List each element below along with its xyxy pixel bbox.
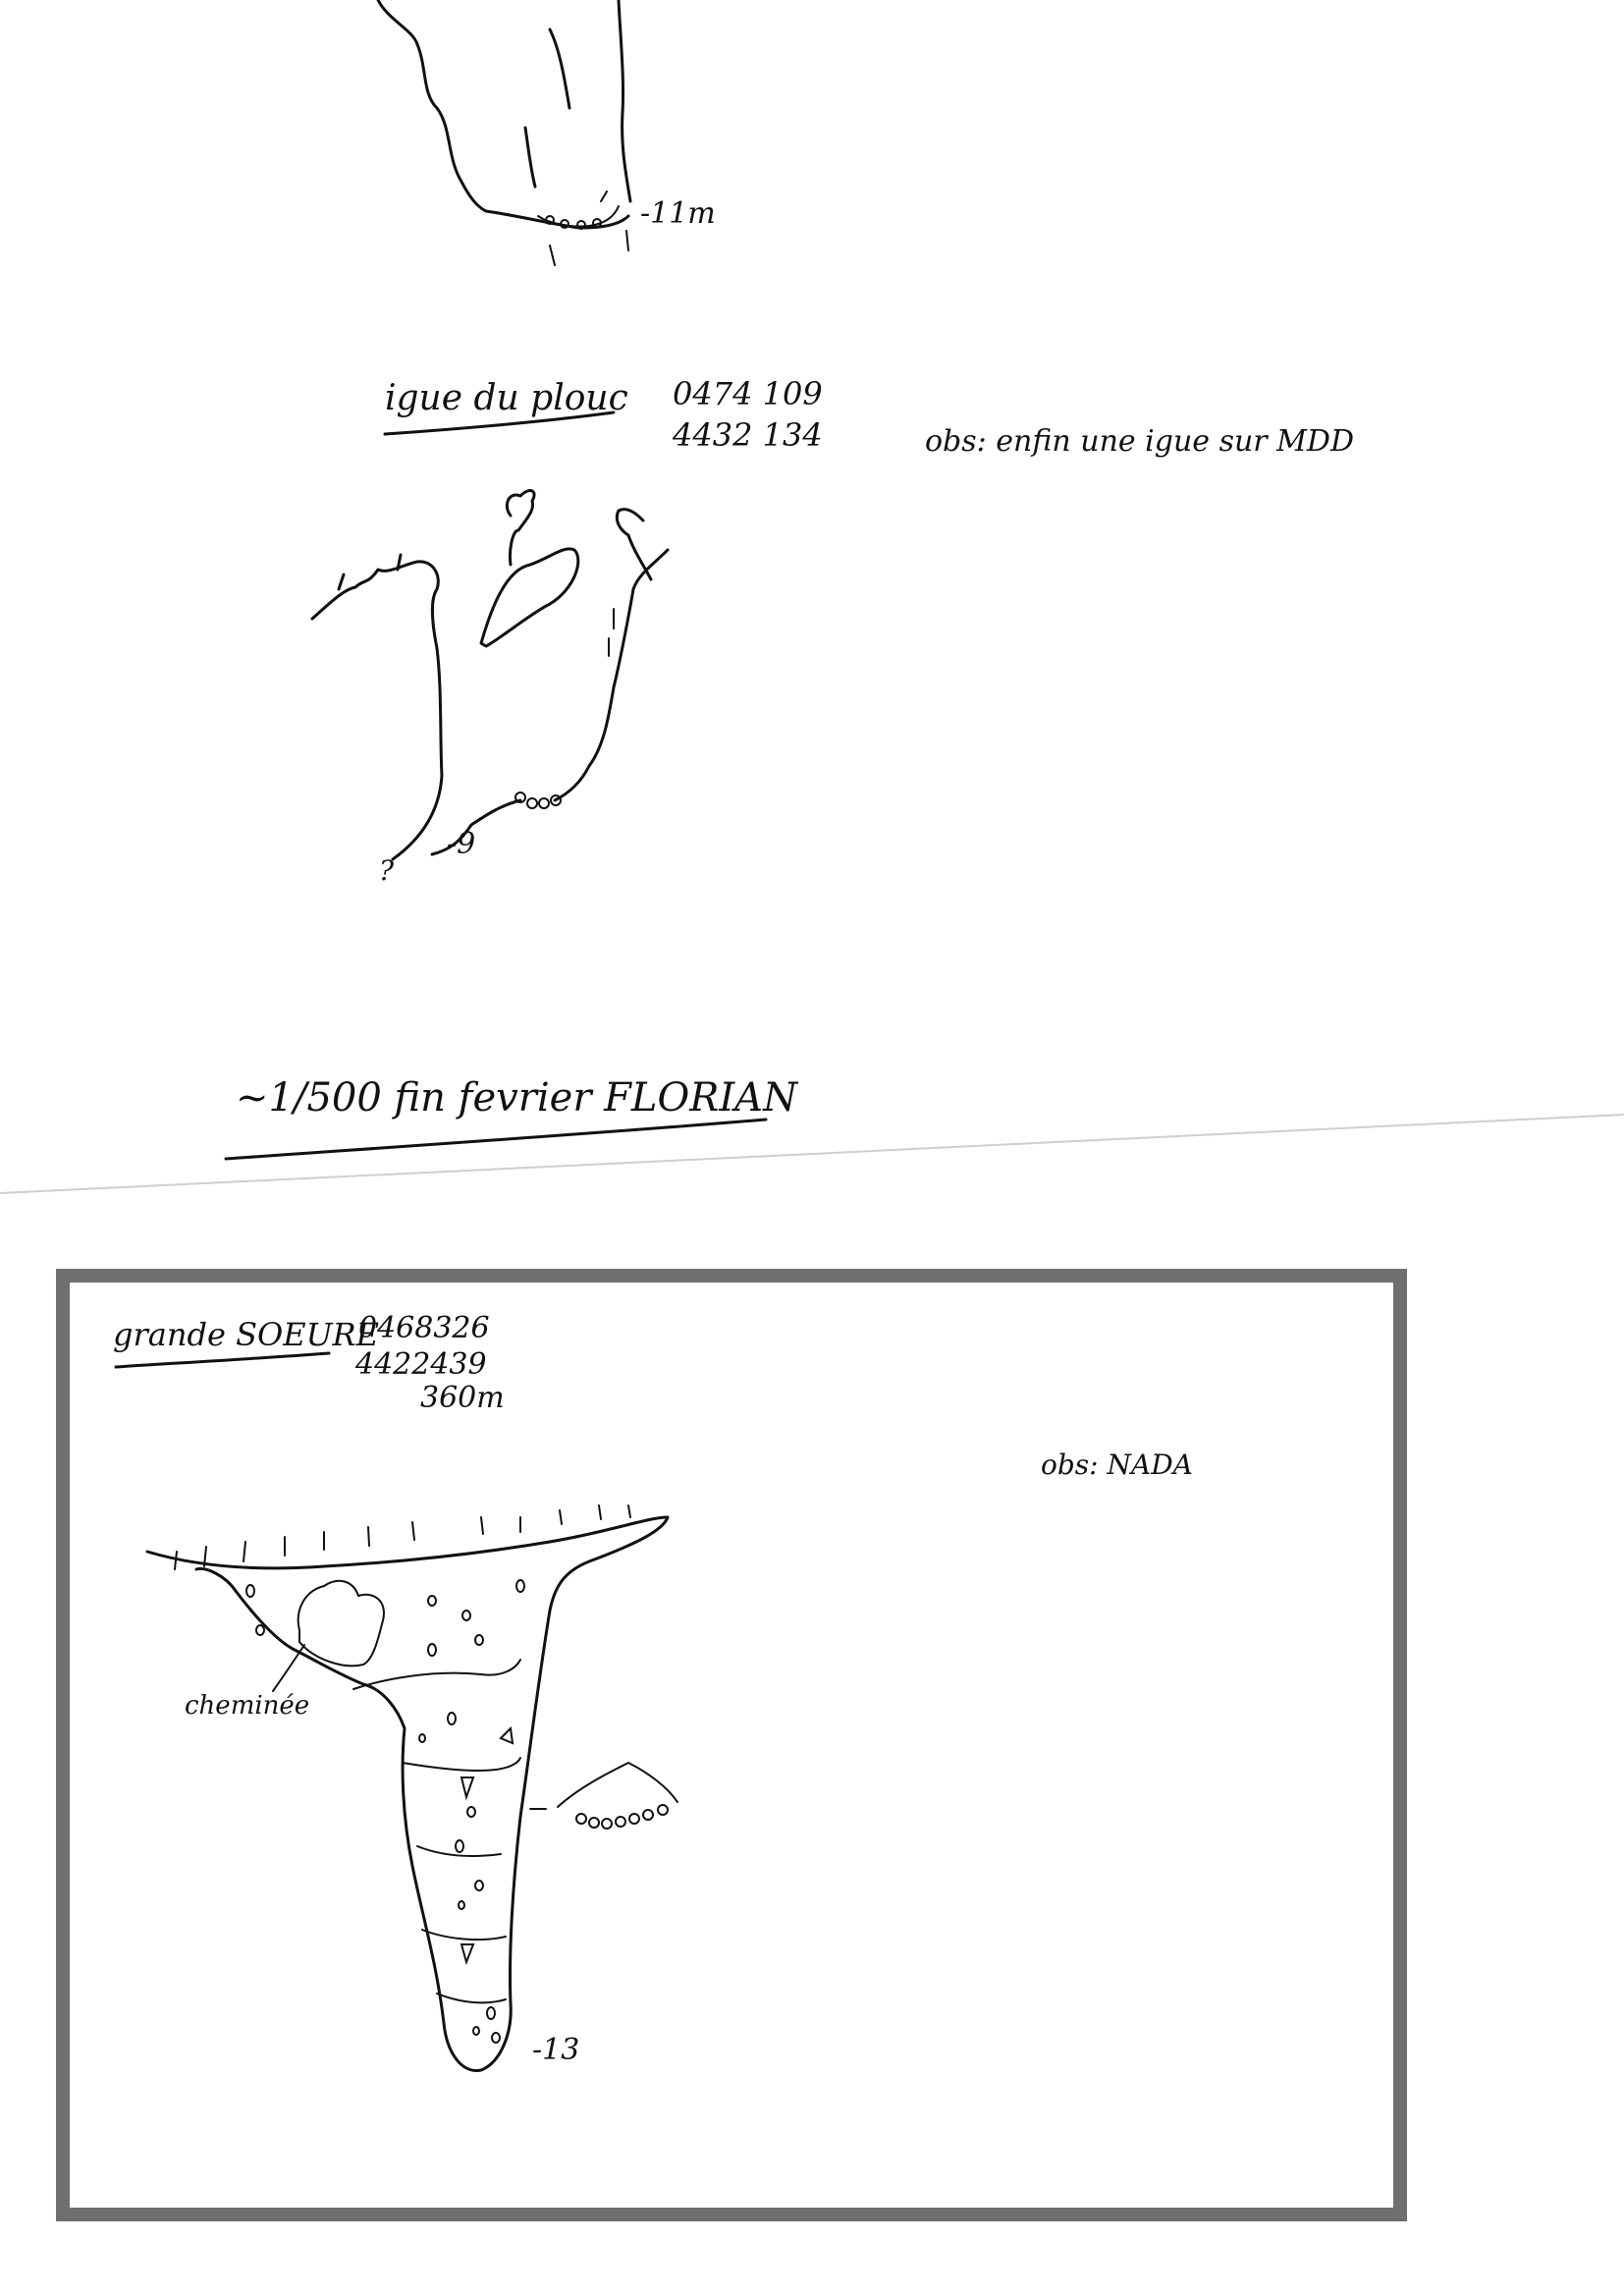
depth-top-label: -11m	[640, 196, 716, 231]
title-underline-2	[116, 1353, 329, 1367]
sheet1-footer: ~1/500 fin fevrier FLORIAN	[236, 1075, 798, 1121]
sheet2-altitude: 360m	[420, 1381, 505, 1415]
depth-bottom-label-2: -13	[532, 2033, 580, 2067]
sheet2-title: grande SOEURE	[113, 1316, 379, 1353]
sheet2-coord-x: 0468326	[358, 1311, 490, 1345]
sheet2-obs: obs: NADA	[1041, 1449, 1193, 1481]
sheet1-coord-x: 0474 109	[673, 375, 823, 412]
depth-bottom-label-1: -9	[447, 827, 476, 861]
sheet1-title: igue du plouc	[385, 378, 628, 418]
sheet1-obs: obs: enfin une igue sur MDD	[925, 424, 1355, 459]
sheet2-coord-y: 4422439	[355, 1347, 487, 1382]
pit-profile-soeure	[147, 1505, 677, 2070]
chimney-label: cheminée	[185, 1691, 310, 1721]
question-mark: ?	[379, 854, 395, 887]
sheet1-coord-y: 4432 134	[673, 416, 823, 454]
